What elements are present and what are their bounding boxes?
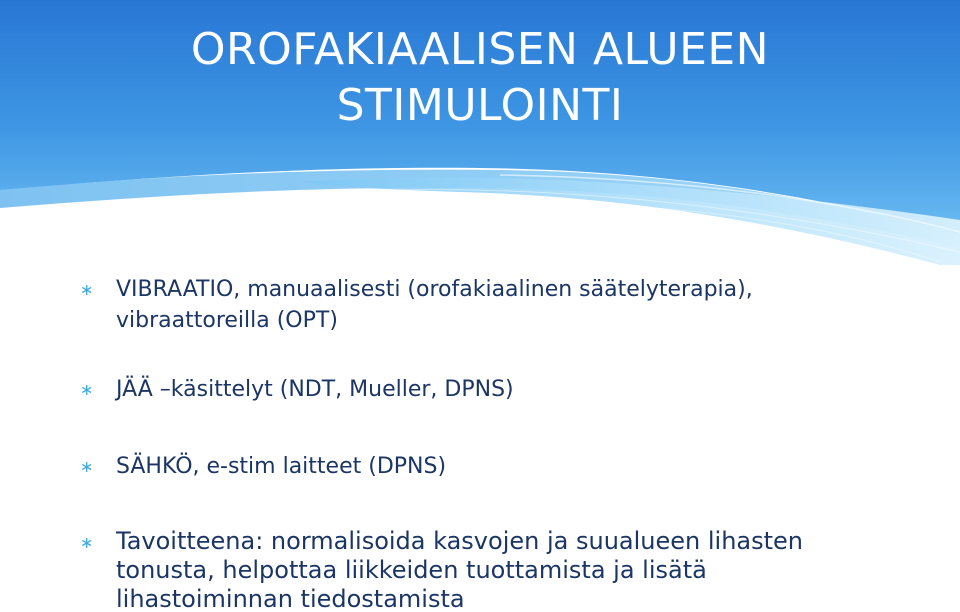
bullet-line: vibraattoreilla (OPT) — [116, 308, 338, 333]
bullet-marker-icon: ∗ — [80, 280, 94, 299]
bullet-line: SÄHKÖ, e-stim laitteet (DPNS) — [116, 454, 447, 479]
bullet-marker-icon: ∗ — [80, 533, 94, 552]
bullet-line: tonusta, helpottaa liikkeiden tuottamista ja lisätä — [116, 556, 707, 584]
bullet-line: JÄÄ –käsittelyt (NDT, Mueller, DPNS) — [116, 377, 514, 402]
bullet-text — [116, 527, 896, 612]
bullet-text — [116, 451, 896, 482]
bullet-text — [116, 374, 896, 405]
title-line-2: STIMULOINTI — [336, 80, 624, 131]
bullet-line: VIBRAATIO, manuaalisesti (orofakiaalinen säätelyterapia), — [116, 277, 753, 302]
bullet-marker-icon: ∗ — [80, 380, 94, 399]
bullet-text — [116, 274, 896, 336]
title-line-1: OROFAKIAALISEN ALUEEN — [190, 24, 770, 75]
bullet-line: lihastoiminnan tiedostamista — [116, 585, 465, 612]
bullet-line: Tavoitteena: normalisoida kasvojen ja suualueen lihasten — [116, 527, 803, 555]
bullet-marker-icon: ∗ — [80, 457, 94, 476]
